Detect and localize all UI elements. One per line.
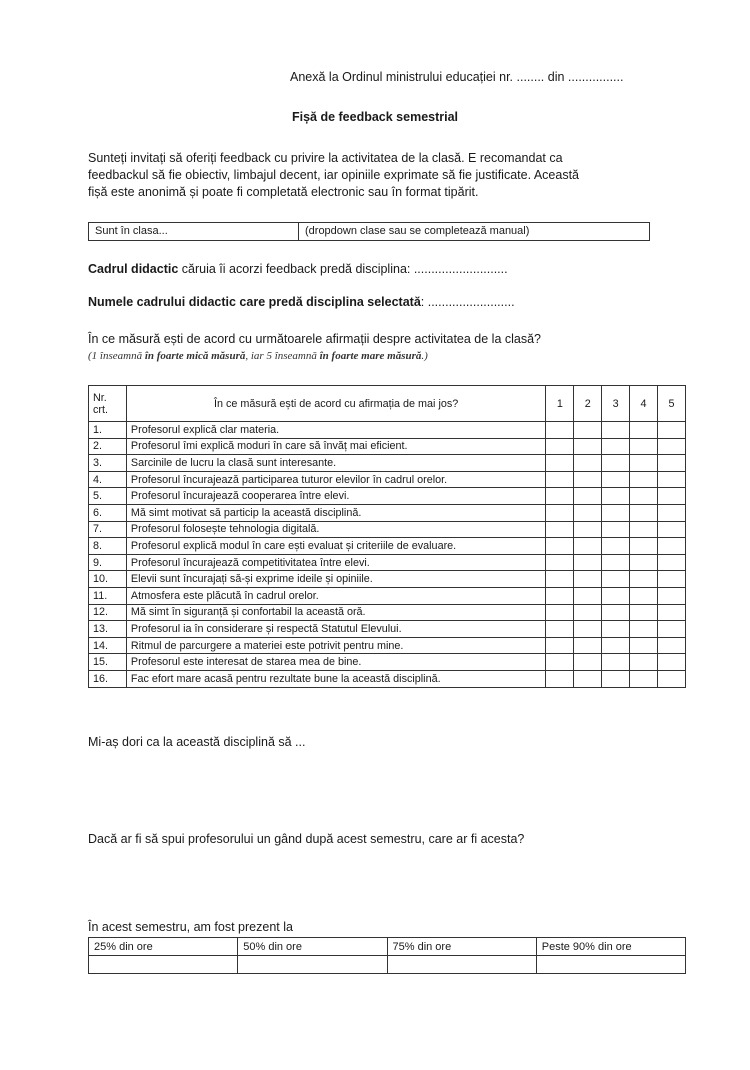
col-score-header: 5	[658, 386, 686, 422]
score-cell[interactable]	[658, 654, 686, 671]
score-cell[interactable]	[546, 637, 574, 654]
score-cell[interactable]	[574, 538, 602, 555]
row-number: 3.	[89, 455, 127, 472]
scale-note-low: în foarte mică măsură	[144, 350, 246, 362]
attendance-answer-cell[interactable]	[238, 956, 387, 974]
agreement-table-body	[89, 422, 686, 688]
score-cell[interactable]	[658, 521, 686, 538]
score-cell[interactable]	[602, 554, 630, 571]
score-cell[interactable]	[574, 571, 602, 588]
attendance-option: 25% din ore	[89, 938, 238, 956]
score-cell[interactable]	[546, 538, 574, 555]
attendance-answer-cell[interactable]	[89, 956, 238, 974]
score-cell[interactable]	[602, 587, 630, 604]
attendance-option: 50% din ore	[238, 938, 387, 956]
score-cell[interactable]	[658, 438, 686, 455]
row-number: 8.	[89, 538, 127, 555]
score-cell[interactable]	[602, 455, 630, 472]
score-cell[interactable]	[546, 670, 574, 687]
teacher-discipline-line	[88, 262, 508, 276]
attendance-options-row	[89, 938, 686, 956]
score-cell[interactable]	[658, 455, 686, 472]
col-score-header: 2	[574, 386, 602, 422]
score-cell[interactable]	[658, 571, 686, 588]
score-cell[interactable]	[574, 604, 602, 621]
row-statement: Profesorul încurajează participarea tuturor elevilor în cadrul orelor.	[126, 471, 545, 488]
score-cell[interactable]	[630, 654, 658, 671]
score-cell[interactable]	[546, 587, 574, 604]
score-cell[interactable]	[630, 504, 658, 521]
score-cell[interactable]	[658, 538, 686, 555]
wish-prompt: Mi-aș dori ca la această disciplină să ...	[88, 735, 306, 749]
col-statement-header: În ce măsură ești de acord cu afirmația de mai jos?	[126, 386, 545, 422]
score-cell[interactable]	[574, 422, 602, 439]
score-cell[interactable]	[602, 604, 630, 621]
row-number: 7.	[89, 521, 127, 538]
table-row	[89, 604, 686, 621]
class-select-box[interactable]	[88, 222, 650, 241]
score-cell[interactable]	[602, 488, 630, 505]
scale-note-text: .)	[421, 350, 428, 362]
score-cell[interactable]	[658, 621, 686, 638]
score-cell[interactable]	[574, 637, 602, 654]
score-cell[interactable]	[630, 604, 658, 621]
table-row	[89, 471, 686, 488]
row-statement: Atmosfera este plăcută în cadrul orelor.	[126, 587, 545, 604]
score-cell[interactable]	[630, 587, 658, 604]
annex-reference: Anexă la Ordinul ministrului educației nr. ........ din ................	[290, 70, 624, 84]
score-cell[interactable]	[658, 554, 686, 571]
score-cell[interactable]	[546, 554, 574, 571]
score-cell[interactable]	[630, 422, 658, 439]
score-cell[interactable]	[574, 654, 602, 671]
score-cell[interactable]	[602, 438, 630, 455]
intro-line: feedbackul să fie obiectiv, limbajul decent, iar opiniile exprimate să fie justificate. Această	[88, 168, 579, 182]
col-score-header: 4	[630, 386, 658, 422]
score-cell[interactable]	[546, 422, 574, 439]
row-statement: Mă simt motivat să particip la această disciplină.	[126, 504, 545, 521]
table-row	[89, 488, 686, 505]
score-cell[interactable]	[630, 455, 658, 472]
score-cell[interactable]	[574, 554, 602, 571]
attendance-answer-cell[interactable]	[387, 956, 536, 974]
scale-note	[88, 350, 428, 362]
attendance-table	[88, 937, 686, 974]
row-statement: Ritmul de parcurgere a materiei este potrivit pentru mine.	[126, 637, 545, 654]
teacher-name-rest[interactable]: : .........................	[420, 295, 515, 309]
score-cell[interactable]	[658, 504, 686, 521]
score-cell[interactable]	[546, 571, 574, 588]
score-cell[interactable]	[658, 422, 686, 439]
intro-line: Sunteți invitați să oferiți feedback cu privire la activitatea de la clasă. E recomandat ca	[88, 151, 563, 165]
table-row	[89, 637, 686, 654]
intro-paragraph	[88, 150, 668, 201]
row-statement: Profesorul îmi explică moduri în care să învăț mai eficient.	[126, 438, 545, 455]
row-statement: Profesorul ia în considerare și respectă Statutul Elevului.	[126, 621, 545, 638]
score-cell[interactable]	[574, 587, 602, 604]
score-cell[interactable]	[630, 471, 658, 488]
row-statement: Profesorul încurajează competitivitatea între elevi.	[126, 554, 545, 571]
score-cell[interactable]	[602, 621, 630, 638]
row-number: 6.	[89, 504, 127, 521]
score-cell[interactable]	[546, 471, 574, 488]
score-cell[interactable]	[658, 637, 686, 654]
row-number: 10.	[89, 571, 127, 588]
score-cell[interactable]	[574, 471, 602, 488]
table-row	[89, 621, 686, 638]
score-cell[interactable]	[658, 587, 686, 604]
score-cell[interactable]	[630, 538, 658, 555]
scale-note-text: , iar 5 înseamnă	[245, 350, 320, 362]
row-statement: Profesorul încurajează cooperarea între elevi.	[126, 488, 545, 505]
score-cell[interactable]	[630, 554, 658, 571]
score-cell[interactable]	[574, 504, 602, 521]
score-cell[interactable]	[574, 455, 602, 472]
attendance-option: 75% din ore	[387, 938, 536, 956]
thought-prompt: Dacă ar fi să spui profesorului un gând după acest semestru, care ar fi acesta?	[88, 832, 525, 846]
row-statement: Profesorul este interesat de starea mea de bine.	[126, 654, 545, 671]
attendance-option: Peste 90% din ore	[536, 938, 685, 956]
row-statement: Mă simt în siguranță și confortabil la această oră.	[126, 604, 545, 621]
score-cell[interactable]	[630, 571, 658, 588]
score-cell[interactable]	[546, 438, 574, 455]
score-cell[interactable]	[574, 670, 602, 687]
row-statement: Profesorul explică modul în care ești evaluat și criteriile de evaluare.	[126, 538, 545, 555]
table-row	[89, 538, 686, 555]
table-row	[89, 587, 686, 604]
row-number: 14.	[89, 637, 127, 654]
teacher-discipline-rest[interactable]: căruia îi acorzi feedback predă disciplina: ...........................	[178, 262, 508, 276]
score-cell[interactable]	[630, 621, 658, 638]
table-row	[89, 504, 686, 521]
agreement-table	[88, 385, 686, 688]
score-cell[interactable]	[546, 455, 574, 472]
table-row	[89, 455, 686, 472]
score-cell[interactable]	[602, 654, 630, 671]
score-cell[interactable]	[602, 538, 630, 555]
score-cell[interactable]	[630, 488, 658, 505]
score-cell[interactable]	[546, 504, 574, 521]
table-row	[89, 571, 686, 588]
score-cell[interactable]	[602, 471, 630, 488]
col-score-header: 1	[546, 386, 574, 422]
score-cell[interactable]	[602, 670, 630, 687]
col-score-header: 3	[602, 386, 630, 422]
score-cell[interactable]	[658, 488, 686, 505]
score-cell[interactable]	[602, 521, 630, 538]
score-cell[interactable]	[658, 604, 686, 621]
scale-note-text: (1 înseamnă	[88, 350, 145, 362]
score-cell[interactable]	[574, 438, 602, 455]
row-number: 11.	[89, 587, 127, 604]
scale-note-high: în foarte mare măsură	[319, 350, 422, 362]
teacher-name-line	[88, 295, 515, 309]
class-dropdown-hint[interactable]: (dropdown clase sau se completează manual)	[305, 225, 530, 237]
attendance-answer-cell[interactable]	[536, 956, 685, 974]
score-cell[interactable]	[630, 521, 658, 538]
attendance-answer-row	[89, 956, 686, 974]
row-statement: Profesorul explică clar materia.	[126, 422, 545, 439]
row-statement: Profesorul folosește tehnologia digitală.	[126, 521, 545, 538]
score-cell[interactable]	[546, 621, 574, 638]
table-row	[89, 438, 686, 455]
score-cell[interactable]	[630, 438, 658, 455]
table-row	[89, 670, 686, 687]
table-header-row	[89, 386, 686, 422]
col-nr-header: Nr. crt.	[89, 386, 127, 422]
score-cell[interactable]	[546, 654, 574, 671]
score-cell[interactable]	[602, 504, 630, 521]
score-cell[interactable]	[658, 471, 686, 488]
row-number: 13.	[89, 621, 127, 638]
score-cell[interactable]	[574, 521, 602, 538]
row-statement: Elevii sunt încurajați să-și exprime ideile și opiniile.	[126, 571, 545, 588]
score-cell[interactable]	[602, 637, 630, 654]
score-cell[interactable]	[630, 637, 658, 654]
table-row	[89, 422, 686, 439]
score-cell[interactable]	[546, 604, 574, 621]
score-cell[interactable]	[574, 488, 602, 505]
score-cell[interactable]	[630, 670, 658, 687]
table-row	[89, 554, 686, 571]
score-cell[interactable]	[574, 621, 602, 638]
agreement-question: În ce măsură ești de acord cu următoarele afirmații despre activitatea de la clasă?	[88, 332, 542, 346]
class-label: Sunt în clasa...	[89, 223, 299, 240]
row-number: 12.	[89, 604, 127, 621]
table-row	[89, 521, 686, 538]
row-number: 4.	[89, 471, 127, 488]
teacher-discipline-bold: Cadrul didactic	[88, 262, 179, 276]
teacher-name-bold: Numele cadrului didactic care predă disciplina selectată	[88, 295, 421, 309]
score-cell[interactable]	[546, 521, 574, 538]
row-number: 5.	[89, 488, 127, 505]
intro-line: fișă este anonimă și poate fi completată electronic sau în format tipărit.	[88, 185, 479, 199]
row-number: 16.	[89, 670, 127, 687]
score-cell[interactable]	[602, 571, 630, 588]
row-number: 1.	[89, 422, 127, 439]
attendance-label: În acest semestru, am fost prezent la	[88, 920, 293, 934]
score-cell[interactable]	[602, 422, 630, 439]
score-cell[interactable]	[546, 488, 574, 505]
row-statement: Fac efort mare acasă pentru rezultate bune la această disciplină.	[126, 670, 545, 687]
row-number: 2.	[89, 438, 127, 455]
row-statement: Sarcinile de lucru la clasă sunt interesante.	[126, 455, 545, 472]
page-title: Fișă de feedback semestrial	[291, 110, 459, 124]
row-number: 15.	[89, 654, 127, 671]
table-row	[89, 654, 686, 671]
row-number: 9.	[89, 554, 127, 571]
score-cell[interactable]	[658, 670, 686, 687]
